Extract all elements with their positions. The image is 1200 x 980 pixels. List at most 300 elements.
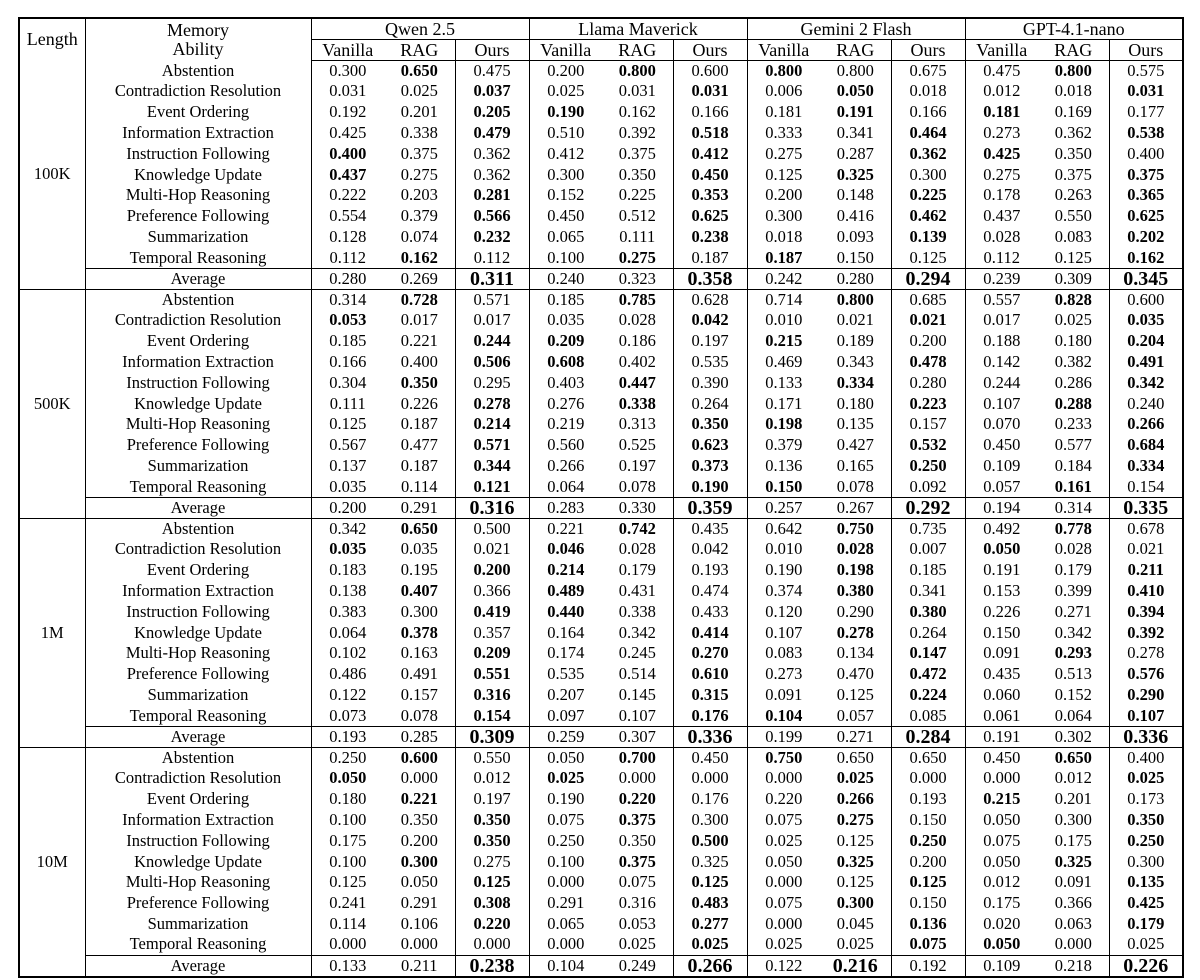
value-cell: 0.315 xyxy=(673,685,747,706)
value-cell: 0.470 xyxy=(836,664,874,684)
value-cell: 0.025 xyxy=(1109,768,1183,789)
table-row xyxy=(19,61,1183,82)
value-cell: 0.021 xyxy=(1109,539,1183,560)
value-cell: 0.425 xyxy=(965,144,1038,165)
value-cell: 0.137 xyxy=(329,455,367,475)
value-cell: 0.180 xyxy=(836,393,874,413)
value-cell: 0.273 xyxy=(965,123,1038,144)
value-cell: 0.135 xyxy=(836,414,874,434)
value-cell: 0.380 xyxy=(891,602,965,623)
value-cell: 0.378 xyxy=(400,622,438,642)
value-cell: 0.190 xyxy=(529,789,602,810)
value-cell: 0.350 xyxy=(455,810,529,831)
value-cell: 0.250 xyxy=(891,831,965,852)
value-cell: 0.469 xyxy=(747,352,820,373)
value-cell: 0.425 xyxy=(329,123,367,143)
value-cell: 0.200 xyxy=(891,851,965,872)
value-cell: 0.650 xyxy=(400,518,438,538)
value-cell: 0.535 xyxy=(673,352,747,373)
value-cell: 0.075 xyxy=(747,893,820,914)
value-cell: 0.313 xyxy=(618,414,656,434)
value-cell: 0.018 xyxy=(1054,81,1092,101)
value-cell: 0.275 xyxy=(965,164,1038,185)
value-cell: 0.157 xyxy=(891,414,965,435)
value-cell: 0.093 xyxy=(836,227,874,247)
value-cell: 0.166 xyxy=(329,352,367,371)
value-cell: 0.678 xyxy=(1109,518,1183,539)
table-row xyxy=(19,685,1183,706)
value-cell: 0.050 xyxy=(400,872,438,892)
value-cell: 0.203 xyxy=(400,185,438,205)
value-cell: 0.550 xyxy=(1054,206,1092,226)
value-cell: 0.350 xyxy=(618,830,656,850)
value-cell: 0.338 xyxy=(618,601,656,621)
value-cell: 0.412 xyxy=(673,144,747,165)
value-cell: 0.551 xyxy=(455,664,529,685)
ability-label: Event Ordering xyxy=(85,560,311,581)
value-cell: 0.249 xyxy=(602,955,673,977)
value-cell: 0.025 xyxy=(400,81,438,101)
average-label: Average xyxy=(85,955,311,977)
value-cell: 0.300 xyxy=(400,601,438,621)
value-cell: 0.392 xyxy=(1109,622,1183,643)
table-row xyxy=(19,435,1183,456)
value-cell: 0.193 xyxy=(673,560,747,581)
value-cell: 0.700 xyxy=(618,747,656,767)
value-cell: 0.359 xyxy=(673,497,747,518)
table-row xyxy=(19,831,1183,852)
value-cell: 0.362 xyxy=(455,164,529,185)
value-cell: 0.358 xyxy=(673,268,747,289)
value-cell: 0.154 xyxy=(455,706,529,727)
value-cell: 0.514 xyxy=(618,664,656,684)
value-cell: 0.085 xyxy=(891,706,965,727)
average-row xyxy=(19,497,1183,518)
value-cell: 0.050 xyxy=(965,810,1038,831)
average-label: Average xyxy=(85,726,311,747)
value-cell: 0.205 xyxy=(455,102,529,123)
value-cell: 0.021 xyxy=(455,539,529,560)
value-cell: 0.065 xyxy=(529,914,602,935)
value-cell: 0.174 xyxy=(529,643,602,664)
value-cell: 0.625 xyxy=(673,206,747,227)
ability-label: Contradiction Resolution xyxy=(85,539,311,560)
value-cell: 0.345 xyxy=(1109,268,1183,289)
table-row xyxy=(19,456,1183,477)
group-header-gpt-4-1-nano: GPT-4.1-nano xyxy=(965,18,1183,40)
value-cell: 0.266 xyxy=(1109,414,1183,435)
subcol-ours: Ours xyxy=(1109,40,1183,61)
value-cell: 0.214 xyxy=(529,560,602,581)
value-cell: 0.366 xyxy=(1054,893,1092,913)
value-cell: 0.500 xyxy=(455,518,529,539)
value-cell: 0.557 xyxy=(965,289,1038,310)
value-cell: 0.000 xyxy=(618,768,656,788)
value-cell: 0.300 xyxy=(891,164,965,185)
value-cell: 0.350 xyxy=(618,164,656,184)
value-cell: 0.325 xyxy=(836,164,874,184)
value-cell: 0.028 xyxy=(618,539,656,559)
ability-label: Preference Following xyxy=(85,664,311,685)
value-cell: 0.075 xyxy=(891,935,965,956)
value-cell: 0.350 xyxy=(673,414,747,435)
value-cell: 0.309 xyxy=(1038,268,1109,289)
value-cell: 0.390 xyxy=(673,373,747,394)
value-cell: 0.479 xyxy=(455,123,529,144)
value-cell: 0.025 xyxy=(836,768,874,788)
value-cell: 0.477 xyxy=(400,435,438,455)
value-cell: 0.414 xyxy=(673,622,747,643)
table-row xyxy=(19,227,1183,248)
value-cell: 0.478 xyxy=(891,352,965,373)
group-header-llama-maverick: Llama Maverick xyxy=(529,18,747,40)
value-cell: 0.567 xyxy=(329,435,367,455)
subcol-vanilla: Vanilla xyxy=(747,40,820,61)
value-cell: 0.176 xyxy=(673,789,747,810)
value-cell: 0.222 xyxy=(329,185,367,205)
value-cell: 0.400 xyxy=(1109,144,1183,165)
value-cell: 0.600 xyxy=(673,61,747,82)
ability-label: Event Ordering xyxy=(85,102,311,123)
value-cell: 0.010 xyxy=(747,310,820,331)
value-cell: 0.600 xyxy=(1109,289,1183,310)
ability-label: Event Ordering xyxy=(85,789,311,810)
value-cell: 0.195 xyxy=(400,560,438,580)
value-cell: 0.506 xyxy=(455,352,529,373)
table-row xyxy=(19,914,1183,935)
value-cell: 0.263 xyxy=(1054,185,1092,205)
value-cell: 0.220 xyxy=(747,789,820,810)
value-cell: 0.150 xyxy=(891,810,965,831)
value-cell: 0.302 xyxy=(1038,726,1109,747)
value-cell: 0.642 xyxy=(747,518,820,539)
value-cell: 0.199 xyxy=(747,726,820,747)
value-cell: 0.111 xyxy=(619,227,656,247)
value-cell: 0.083 xyxy=(1054,227,1092,247)
value-cell: 0.240 xyxy=(529,268,602,289)
value-cell: 0.336 xyxy=(1109,726,1183,747)
subcol-rag: RAG xyxy=(820,40,891,61)
value-cell: 0.042 xyxy=(673,539,747,560)
value-cell: 0.623 xyxy=(673,435,747,456)
value-cell: 0.238 xyxy=(673,227,747,248)
value-cell: 0.200 xyxy=(747,185,820,206)
value-cell: 0.153 xyxy=(965,581,1038,602)
value-cell: 0.169 xyxy=(1054,102,1092,122)
value-cell: 0.106 xyxy=(400,913,438,933)
value-cell: 0.608 xyxy=(529,352,602,373)
value-cell: 0.373 xyxy=(673,456,747,477)
subcol-vanilla: Vanilla xyxy=(311,40,384,61)
ability-label: Multi-Hop Reasoning xyxy=(85,414,311,435)
value-cell: 0.350 xyxy=(455,831,529,852)
table-row xyxy=(19,81,1183,102)
value-cell: 0.073 xyxy=(329,705,367,725)
value-cell: 0.211 xyxy=(384,955,455,977)
value-cell: 0.018 xyxy=(891,81,965,102)
value-cell: 0.145 xyxy=(618,684,656,704)
value-cell: 0.135 xyxy=(1109,872,1183,893)
table-row xyxy=(19,893,1183,914)
value-cell: 0.375 xyxy=(618,851,656,871)
value-cell: 0.576 xyxy=(1109,664,1183,685)
ability-label: Contradiction Resolution xyxy=(85,81,311,102)
value-cell: 0.300 xyxy=(673,810,747,831)
value-cell: 0.193 xyxy=(891,789,965,810)
value-cell: 0.097 xyxy=(529,706,602,727)
value-cell: 0.402 xyxy=(618,352,656,371)
value-cell: 0.138 xyxy=(329,580,367,600)
value-cell: 0.334 xyxy=(1109,456,1183,477)
value-cell: 0.028 xyxy=(965,227,1038,248)
value-cell: 0.207 xyxy=(529,685,602,706)
value-cell: 0.278 xyxy=(1109,643,1183,664)
value-cell: 0.215 xyxy=(965,789,1038,810)
ability-label: Instruction Following xyxy=(85,373,311,394)
value-cell: 0.179 xyxy=(1054,560,1092,580)
value-cell: 0.017 xyxy=(965,310,1038,331)
value-cell: 0.125 xyxy=(836,684,874,704)
value-cell: 0.828 xyxy=(1054,289,1092,309)
table-row xyxy=(19,164,1183,185)
table-row xyxy=(19,935,1183,956)
value-cell: 0.238 xyxy=(455,955,529,977)
value-cell: 0.136 xyxy=(747,456,820,477)
table-row xyxy=(19,602,1183,623)
value-cell: 0.216 xyxy=(820,955,891,977)
value-cell: 0.343 xyxy=(836,352,874,371)
value-cell: 0.057 xyxy=(965,477,1038,498)
value-cell: 0.191 xyxy=(965,726,1038,747)
value-cell: 0.200 xyxy=(311,497,384,518)
value-cell: 0.219 xyxy=(529,414,602,435)
value-cell: 0.492 xyxy=(965,518,1038,539)
group-header-gemini-2-flash: Gemini 2 Flash xyxy=(747,18,965,40)
value-cell: 0.314 xyxy=(1038,497,1109,518)
value-cell: 0.181 xyxy=(965,102,1038,123)
value-cell: 0.242 xyxy=(747,268,820,289)
value-cell: 0.193 xyxy=(311,726,384,747)
value-cell: 0.017 xyxy=(455,310,529,331)
value-cell: 0.233 xyxy=(1054,414,1092,434)
value-cell: 0.375 xyxy=(1054,164,1092,184)
value-cell: 0.179 xyxy=(1109,914,1183,935)
value-cell: 0.750 xyxy=(747,747,820,768)
value-cell: 0.275 xyxy=(400,164,438,184)
value-cell: 0.046 xyxy=(529,539,602,560)
value-cell: 0.271 xyxy=(1054,601,1092,621)
value-cell: 0.571 xyxy=(455,289,529,310)
subcol-ours: Ours xyxy=(673,40,747,61)
table-row xyxy=(19,622,1183,643)
value-cell: 0.335 xyxy=(1109,497,1183,518)
value-cell: 0.333 xyxy=(747,123,820,144)
value-cell: 0.382 xyxy=(1054,352,1092,371)
length-cell: 10M xyxy=(19,747,85,976)
ability-label: Knowledge Update xyxy=(85,851,311,872)
value-cell: 0.166 xyxy=(891,102,965,123)
value-cell: 0.147 xyxy=(891,643,965,664)
value-cell: 0.139 xyxy=(891,227,965,248)
value-cell: 0.350 xyxy=(1109,810,1183,831)
value-cell: 0.383 xyxy=(329,601,367,621)
value-cell: 0.185 xyxy=(529,289,602,310)
value-cell: 0.025 xyxy=(836,934,874,954)
ability-label: Information Extraction xyxy=(85,810,311,831)
value-cell: 0.433 xyxy=(673,602,747,623)
value-cell: 0.112 xyxy=(329,247,366,267)
header-row-groups xyxy=(19,18,1183,40)
value-cell: 0.201 xyxy=(400,102,438,122)
value-cell: 0.025 xyxy=(1054,310,1092,330)
ability-label: Information Extraction xyxy=(85,352,311,373)
value-cell: 0.650 xyxy=(1054,747,1092,767)
value-cell: 0.025 xyxy=(747,935,820,956)
value-cell: 0.100 xyxy=(329,809,367,829)
value-cell: 0.211 xyxy=(1109,560,1183,581)
value-cell: 0.550 xyxy=(455,747,529,768)
value-cell: 0.100 xyxy=(329,851,367,871)
ability-label: Information Extraction xyxy=(85,123,311,144)
ability-label: Abstention xyxy=(85,289,311,310)
value-cell: 0.000 xyxy=(529,935,602,956)
table-row xyxy=(19,310,1183,331)
subcol-ours: Ours xyxy=(891,40,965,61)
value-cell: 0.078 xyxy=(836,476,874,496)
ability-label: Preference Following xyxy=(85,206,311,227)
value-cell: 0.278 xyxy=(455,393,529,414)
value-cell: 0.000 xyxy=(965,768,1038,789)
value-cell: 0.057 xyxy=(836,705,874,725)
value-cell: 0.223 xyxy=(891,393,965,414)
value-cell: 0.475 xyxy=(455,61,529,82)
value-cell: 0.063 xyxy=(1054,913,1092,933)
value-cell: 0.000 xyxy=(673,768,747,789)
value-cell: 0.437 xyxy=(329,164,367,184)
value-cell: 0.018 xyxy=(747,227,820,248)
value-cell: 0.342 xyxy=(329,518,367,538)
value-cell: 0.035 xyxy=(1109,310,1183,331)
value-cell: 0.450 xyxy=(965,435,1038,456)
ability-label: Instruction Following xyxy=(85,602,311,623)
value-cell: 0.035 xyxy=(400,539,438,559)
subcol-rag: RAG xyxy=(602,40,673,61)
value-cell: 0.000 xyxy=(891,768,965,789)
value-cell: 0.204 xyxy=(1109,331,1183,352)
value-cell: 0.060 xyxy=(965,685,1038,706)
value-cell: 0.427 xyxy=(836,435,874,455)
value-cell: 0.042 xyxy=(673,310,747,331)
value-cell: 0.020 xyxy=(965,914,1038,935)
table-row xyxy=(19,123,1183,144)
value-cell: 0.264 xyxy=(891,622,965,643)
value-cell: 0.109 xyxy=(965,456,1038,477)
table-row xyxy=(19,289,1183,310)
value-cell: 0.031 xyxy=(673,81,747,102)
value-cell: 0.275 xyxy=(618,247,656,267)
value-cell: 0.107 xyxy=(965,393,1038,414)
value-cell: 0.083 xyxy=(747,643,820,664)
value-cell: 0.350 xyxy=(400,372,438,392)
value-cell: 0.226 xyxy=(965,602,1038,623)
ability-label: Instruction Following xyxy=(85,144,311,165)
value-cell: 0.450 xyxy=(673,747,747,768)
value-cell: 0.435 xyxy=(965,664,1038,685)
value-cell: 0.325 xyxy=(673,851,747,872)
value-cell: 0.518 xyxy=(673,123,747,144)
value-cell: 0.050 xyxy=(529,747,602,768)
value-cell: 0.104 xyxy=(529,955,602,977)
value-cell: 0.188 xyxy=(965,331,1038,352)
table-row xyxy=(19,643,1183,664)
table-row xyxy=(19,768,1183,789)
value-cell: 0.010 xyxy=(747,539,820,560)
value-cell: 0.114 xyxy=(400,476,438,496)
ability-label: Knowledge Update xyxy=(85,622,311,643)
value-cell: 0.735 xyxy=(891,518,965,539)
value-cell: 0.342 xyxy=(1109,373,1183,394)
table-row xyxy=(19,352,1183,373)
value-cell: 0.109 xyxy=(965,955,1038,977)
value-cell: 0.150 xyxy=(747,477,820,498)
value-cell: 0.650 xyxy=(836,747,874,767)
value-cell: 0.200 xyxy=(529,61,602,82)
value-cell: 0.226 xyxy=(1109,955,1183,977)
value-cell: 0.304 xyxy=(329,372,367,392)
value-cell: 0.800 xyxy=(836,60,874,80)
value-cell: 0.133 xyxy=(311,955,384,977)
value-cell: 0.353 xyxy=(673,185,747,206)
value-cell: 0.464 xyxy=(891,123,965,144)
value-cell: 0.225 xyxy=(618,185,656,205)
table-row xyxy=(19,414,1183,435)
value-cell: 0.239 xyxy=(965,268,1038,289)
value-cell: 0.380 xyxy=(836,580,874,600)
value-cell: 0.197 xyxy=(455,789,529,810)
value-cell: 0.191 xyxy=(965,560,1038,581)
value-cell: 0.050 xyxy=(747,851,820,872)
average-row xyxy=(19,726,1183,747)
value-cell: 0.375 xyxy=(618,809,656,829)
value-cell: 0.025 xyxy=(673,935,747,956)
value-cell: 0.100 xyxy=(529,851,602,872)
value-cell: 0.163 xyxy=(400,643,438,663)
value-cell: 0.107 xyxy=(618,705,656,725)
value-cell: 0.028 xyxy=(1054,539,1092,559)
value-cell: 0.628 xyxy=(673,289,747,310)
value-cell: 0.136 xyxy=(891,914,965,935)
value-cell: 0.472 xyxy=(891,664,965,685)
ability-label: Temporal Reasoning xyxy=(85,935,311,956)
value-cell: 0.092 xyxy=(891,477,965,498)
value-cell: 0.489 xyxy=(529,581,602,602)
value-cell: 0.379 xyxy=(400,206,438,226)
table-row xyxy=(19,851,1183,872)
value-cell: 0.750 xyxy=(836,518,874,538)
value-cell: 0.338 xyxy=(400,123,438,143)
memory-ability-line1: Memory xyxy=(167,19,229,40)
value-cell: 0.025 xyxy=(1109,935,1183,956)
subcol-ours: Ours xyxy=(455,40,529,61)
ability-label: Abstention xyxy=(85,747,311,768)
value-cell: 0.111 xyxy=(329,393,366,413)
value-cell: 0.125 xyxy=(747,164,820,185)
value-cell: 0.164 xyxy=(529,622,602,643)
value-cell: 0.157 xyxy=(400,684,438,704)
table-row xyxy=(19,706,1183,727)
value-cell: 0.050 xyxy=(329,768,367,788)
ability-label: Temporal Reasoning xyxy=(85,248,311,269)
